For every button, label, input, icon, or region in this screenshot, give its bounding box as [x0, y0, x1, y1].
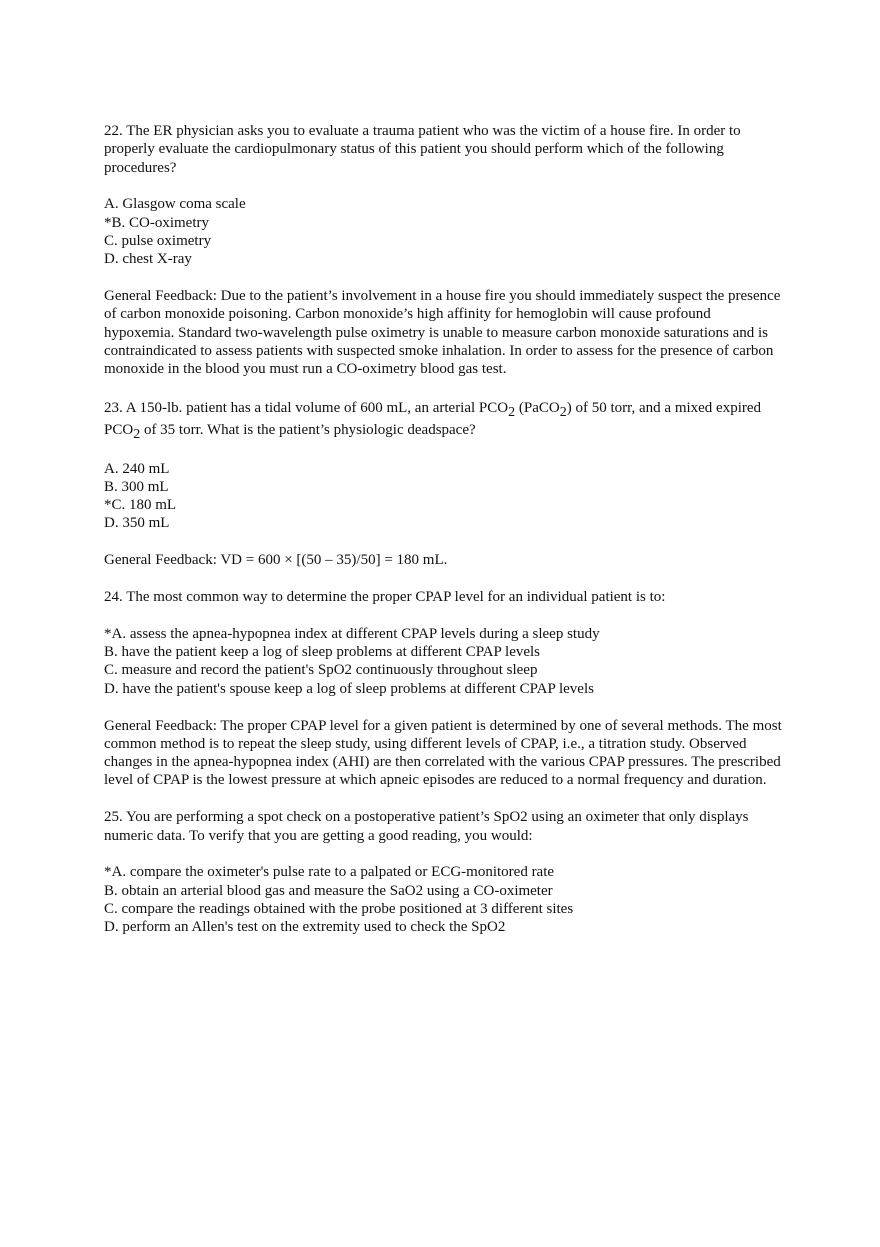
question-number: 24. [104, 589, 123, 606]
question-number: 25. [104, 809, 123, 826]
option-a: A. 240 mL [104, 460, 170, 477]
question-25-stem [104, 808, 784, 845]
question-text: The ER physician asks you to evaluate a trauma patient who was the victim of a house fire. In order to properly evaluate the cardiopulmonary status of this patient you should perform which of the following procedures? [104, 123, 741, 176]
question-number: 23. [104, 400, 123, 417]
question-23-stem [104, 397, 784, 441]
option-c: C. measure and record the patient's SpO2 continuously throughout sleep [104, 662, 538, 679]
option-a-correct: *A. assess the apnea-hypopnea index at different CPAP levels during a sleep study [104, 625, 600, 642]
option-d: D. have the patient's spouse keep a log of sleep problems at different CPAP levels [104, 680, 594, 697]
option-d: D. chest X-ray [104, 251, 192, 268]
option-b: B. 300 mL [104, 478, 169, 495]
option-a-correct: *A. compare the oximeter's pulse rate to a palpated or ECG-monitored rate [104, 864, 555, 881]
question-text: You are performing a spot check on a postoperative patient’s SpO2 using an oximeter that only displays numeric data. To verify that you are getting a good reading, you would: [104, 809, 749, 844]
question-24-feedback: General Feedback: The proper CPAP level for a given patient is determined by one of several methods. The most common method is to repeat the sleep study, using different levels of CPAP, i.e., a titration study. Observed changes in the apnea-hypopnea index (AHI) are then correlated with the various CPAP pressures. The prescribed level of CPAP is the lowest pressure at which apneic episodes are reduced to a normal frequency and duration. [104, 717, 782, 789]
question-24-stem [104, 588, 784, 606]
option-b: B. obtain an arterial blood gas and measure the SaO2 using a CO-oximeter [104, 882, 553, 899]
option-c: C. pulse oximetry [104, 232, 212, 249]
question-22-stem [104, 122, 784, 177]
stem-part: (PaCO [515, 400, 560, 417]
subscript: 2 [559, 405, 567, 421]
option-d: D. perform an Allen's test on the extremity used to check the SpO2 [104, 919, 506, 936]
subscript: 2 [133, 427, 141, 443]
option-b-correct: *B. CO-oximetry [104, 214, 209, 231]
question-22-feedback: General Feedback: Due to the patient’s involvement in a house fire you should immediately suspect the presence of carbon monoxide poisoning. Carbon monoxide’s high affinity for hemoglobin will cause profound hypoxemia. Standard two-wavelength pulse oximetry is unable to measure carbon monoxide saturations and is contraindicated to assess patients with suspected smoke inhalation. In order to assess for the presence of carbon monoxide in the blood you must run a CO-oximetry blood gas test. [104, 288, 781, 378]
stem-part: ) of 50 torr, and a mixed expired PCO [104, 400, 762, 439]
option-c-correct: *C. 180 mL [104, 497, 177, 514]
option-b: B. have the patient keep a log of sleep problems at different CPAP levels [104, 644, 541, 661]
stem-part: of 35 torr. What is the patient’s physiologic deadspace? [140, 422, 476, 439]
question-text: The most common way to determine the proper CPAP level for an individual patient is to: [126, 589, 666, 606]
question-number: 22. [104, 123, 123, 139]
subscript: 2 [508, 405, 516, 421]
option-a: A. Glasgow coma scale [104, 196, 246, 213]
document-page [104, 122, 784, 937]
stem-part: A 150-lb. patient has a tidal volume of 600 mL, an arterial PCO [125, 400, 509, 417]
option-c: C. compare the readings obtained with the probe positioned at 3 different sites [104, 900, 574, 917]
question-23-feedback: General Feedback: VD = 600 × [(50 – 35)/50] = 180 mL. [104, 552, 448, 569]
option-d: D. 350 mL [104, 515, 170, 532]
